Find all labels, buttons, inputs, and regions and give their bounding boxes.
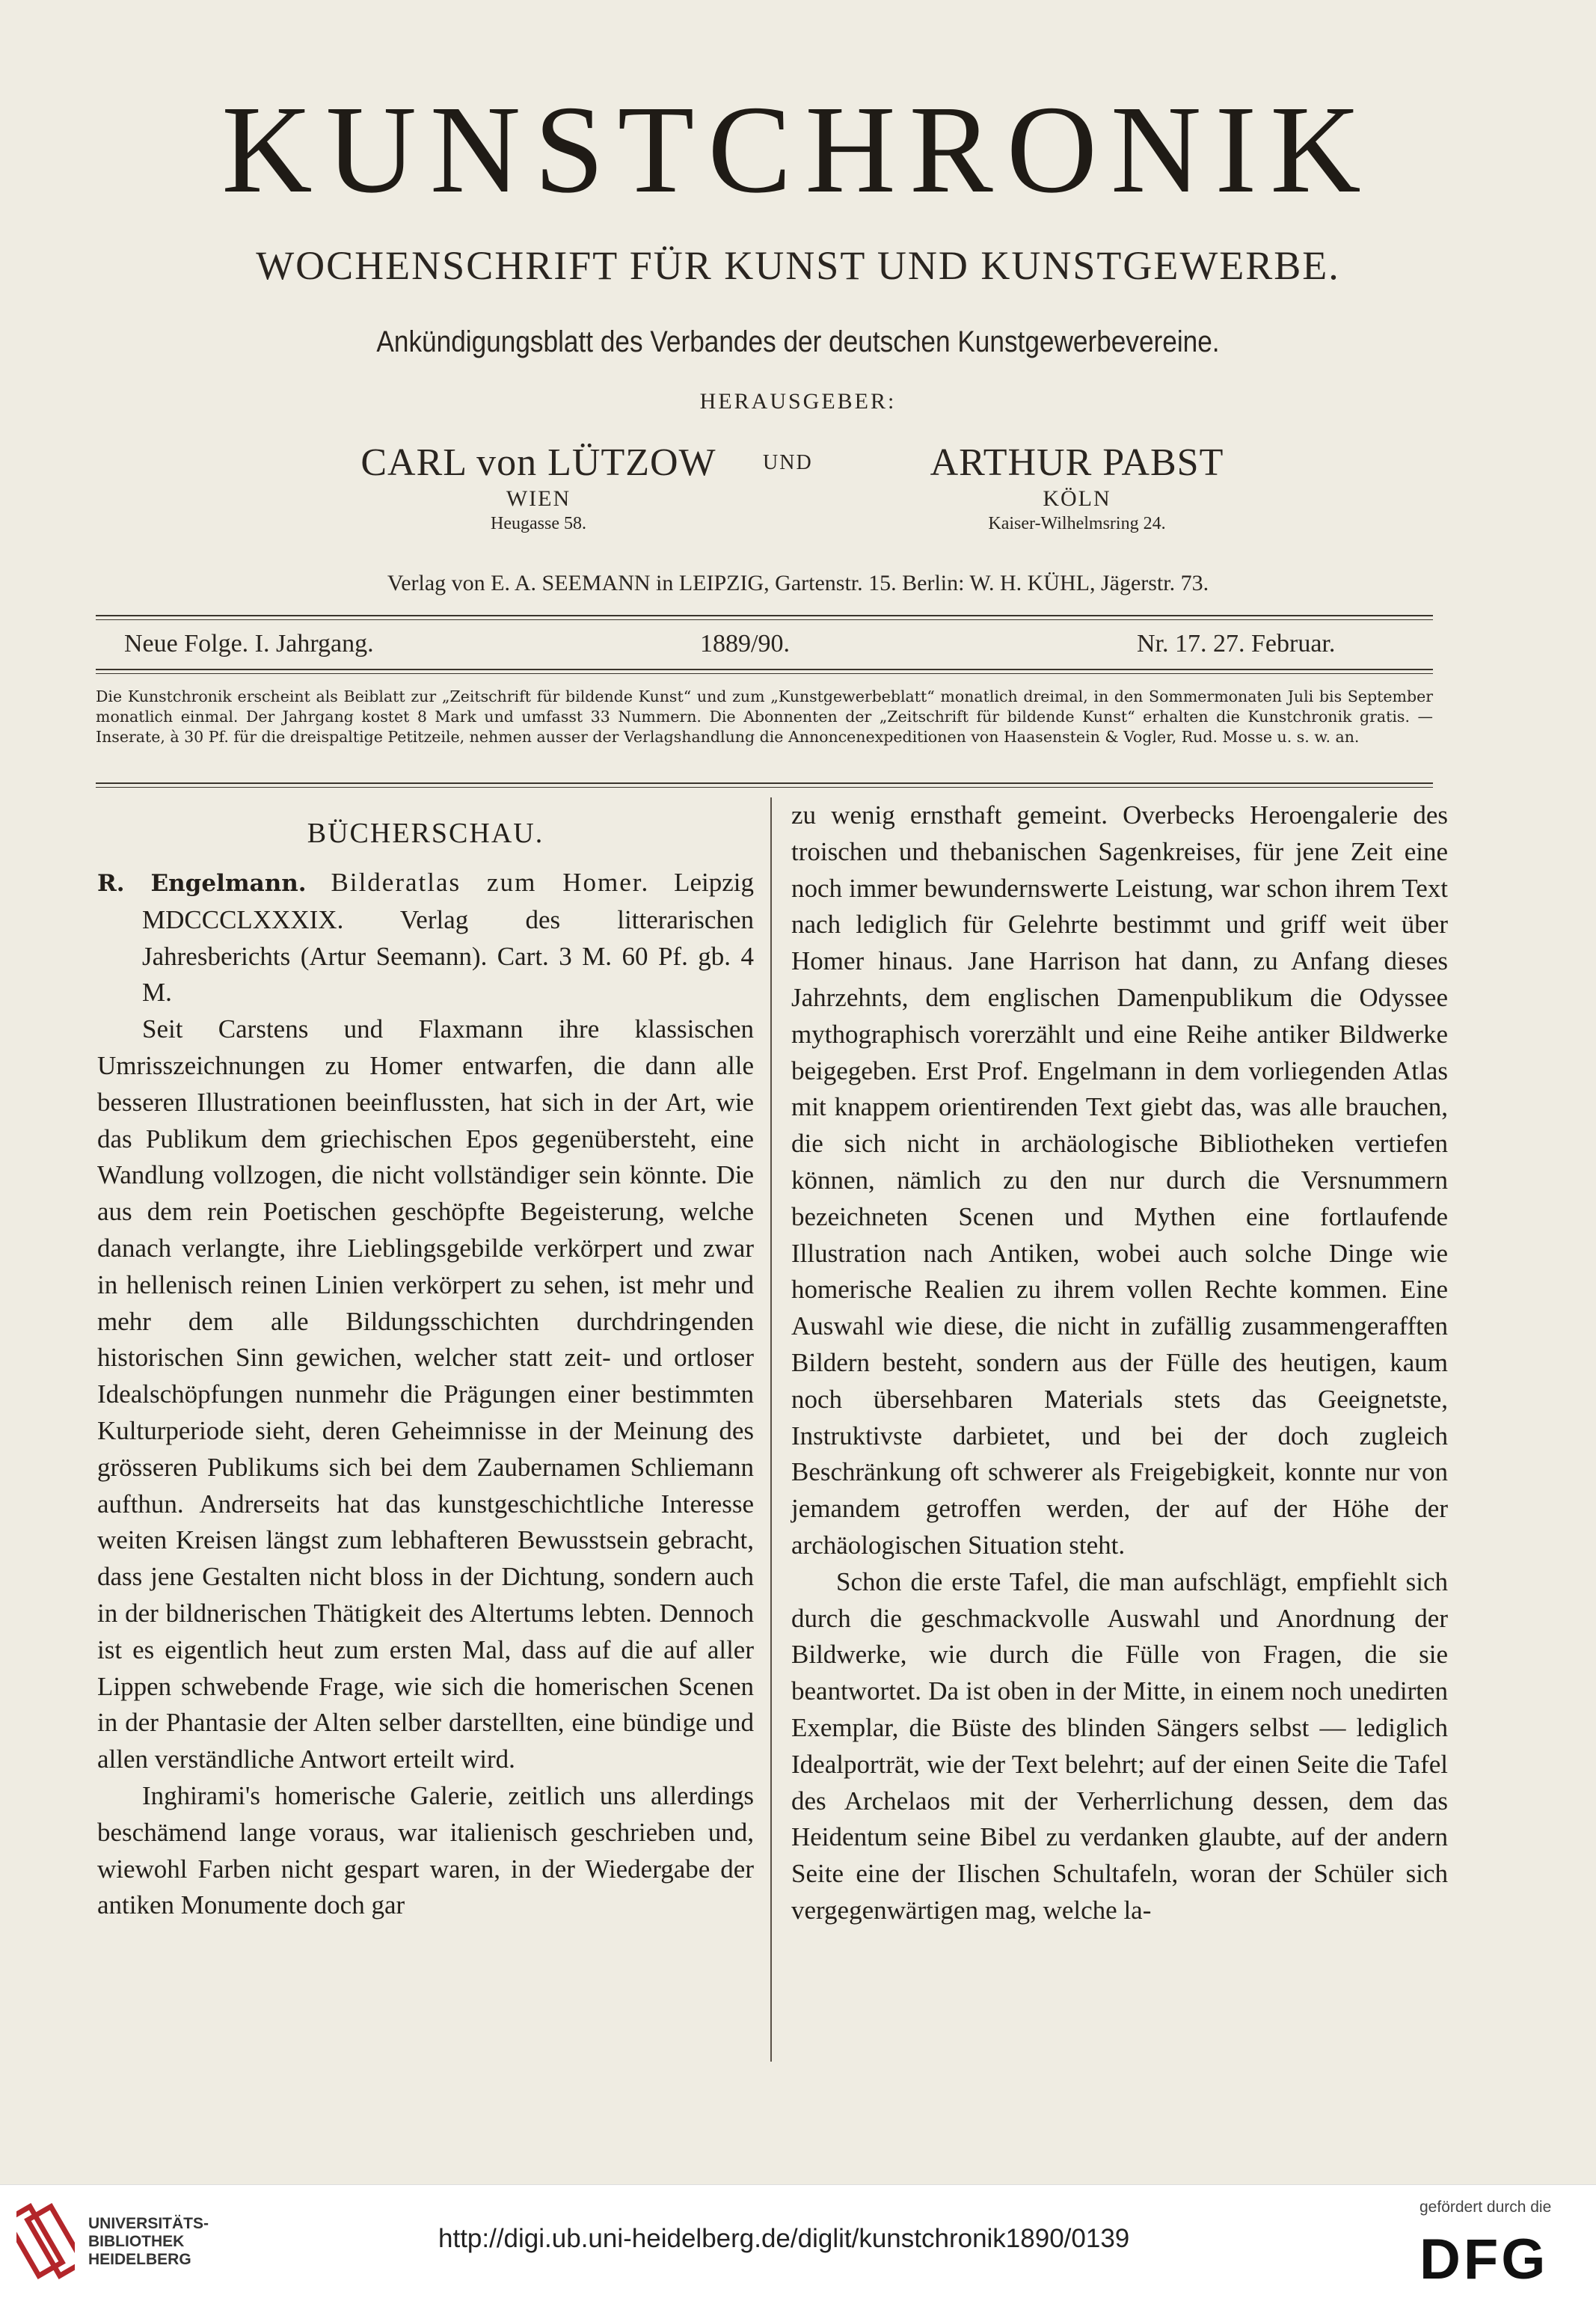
- rule-bottom-thin: [96, 787, 1433, 788]
- publisher-line: Verlag von E. A. SEEMANN in LEIPZIG, Gartenstr. 15. Berlin: W. H. KÜHL, Jägerstr. 73.: [387, 571, 1209, 595]
- bib-author: R. Engelmann.: [97, 870, 307, 897]
- announcement-line: Ankündigungsblatt des Verbandes der deutschen Kunstgewerbevereine.: [376, 325, 1220, 358]
- issue-year: 1889/90.: [700, 630, 790, 658]
- issue-number: Nr. 17. 27. Februar.: [1137, 630, 1336, 658]
- paragraph: Schon die erste Tafel, die man aufschlägt, empfiehlt sich durch die geschmackvolle Auswahl und Anordnung der Bildwerke, wie durch die Fülle von Fragen, die sie beantwortet. Da ist oben in der Mitte, in einem noch unedirten Exemplar, die Büste des blinden Sängers selbst — lediglich Idealporträt, wie der Text belehrt; auf der einen Seite die Tafel des Archelaos mit der Verherrlichung dessen, dem das Heidentum seine Bibel zu verdanken glaubte, auf der andern Seite eine der Ilischen Schultafeln, woran der Schüler sich vergegenwärtigen mag, welche la-: [791, 1566, 1448, 1925]
- journal-title: KUNSTCHRONIK: [221, 80, 1375, 219]
- editor-left: [329, 440, 748, 536]
- viewer-footer: [0, 2184, 1596, 2298]
- paragraph: zu wenig ernsthaft gemeint. Overbecks Heroengalerie des troischen und thebanischen Sagenkreises, für jene Zeit eine noch immer bewundernswerte Leistung, war schon ihrem Text nach lediglich für Gelehrte bestimmt und griff weit über Homer hinaus. Jane Harrison hat dann, zu Anfang dieses Jahrzehnts, dem englischen Damenpublikum die Odyssee mythographisch vorerzählt und eine Reihe antiker Bildwerke beigegeben. Erst Prof. Engelmann in dem vorliegenden Atlas mit knappem orientirenden Text giebt das, was alle brauchen, die sich nicht in archäologische Bibliotheken vertiefen können, nämlich zu den nur durch die Versnummern bezeichneten Scenen und Mythen eine fortlaufende Illustration nach Antiken, wobei auch solche Dinge wie homerische Realien zu ihrem vollen Rechte kommen. Eine Auswahl wie diese, die nicht in zufällig zusammengerafften Bildern besteht, sondern aus der Fülle des heutigen, kaum noch übersehbaren Materials stets das Geeignetste, Instruktivste darbietet, und bei der doch zugleich Beschränkung oft schwerer als Freigebigkeit, konnte nur von jemandem getroffen werden, der auf der Höhe der archäologischen Situation steht.: [791, 800, 1448, 1560]
- rule-bottom: [96, 782, 1433, 784]
- permalink-url[interactable]: http://digi.ub.uni-heidelberg.de/diglit/kunstchronik1890/0139: [438, 2224, 1130, 2253]
- bib-details: Leipzig MDCCCLXXXIX. Verlag des litterarischen Jahresberichts (Artur Seemann). Cart. 3 M. 60 Pf. gb. 4 M.: [142, 868, 755, 1008]
- issue-series: Neue Folge. I. Jahrgang.: [124, 630, 374, 658]
- bib-title: Bilderatlas zum Homer.: [331, 868, 650, 897]
- editor-left-city: WIEN: [506, 486, 571, 511]
- column-divider: [770, 797, 772, 2062]
- rule-mid: [96, 669, 1433, 670]
- publisher-label: HERAUSGEBER:: [699, 389, 897, 414]
- section-heading: BÜCHERSCHAU.: [307, 818, 544, 849]
- rule-mid-thin: [96, 673, 1433, 674]
- library-name-line: BIBLIOTHEK: [88, 2233, 185, 2250]
- editor-right: [853, 440, 1301, 536]
- library-name-line: HEIDELBERG: [88, 2251, 191, 2268]
- rule-top-thin: [96, 619, 1433, 620]
- paragraph: Seit Carstens und Flaxmann ihre klassischen Umrisszeichnungen zu Homer entwarfen, die dann alle besseren Illustrationen beeinflussten, hat sich in der Art, wie das Publikum dem griechischen Epos gegenübersteht, eine Wandlung vollzogen, die nicht vollständiger sein könnte. Die aus dem rein Poetischen geschöpfte Begeisterung, welche danach verlangte, ihre Lieblingsgebilde verkörpert und zwar in hellenisch reinen Linien verkörpert zu sehen, ist mehr und mehr dem alle Bildungsschichten durchdringenden historischen Sinn gewichen, welcher statt zeit- und ortloser Idealschöpfungen nunmehr die Prägungen einer bestimmten Kulturperiode sieht, deren Geheimnisse in der Meinung des grösseren Publikums sich bei dem Zaubernamen Schliemann aufthun. Andrerseits hat das kunstgeschichtliche Interesse weiten Kreisen längst zum lebhafteren Bewusstsein gebracht, dass jene Gestalten nicht bloss in der Dichtung, sondern auch in der bildnerischen Thätigkeit des Altertums lebten. Dennoch ist es eigentlich heut zum ersten Mal, dass auf die auf aller Lippen schwebende Frage, wie sich die homerischen Scenen in der Phantasie der Alten selber darstellten, eine bündige und allen verständliche Antwort erteilt wird.: [97, 1014, 754, 1774]
- rule-top: [96, 615, 1433, 616]
- library-name: [88, 2215, 209, 2269]
- column-left: [97, 797, 754, 1924]
- editor-right-address: Kaiser-Wilhelmsring 24.: [988, 514, 1166, 533]
- journal-subtitle: WOCHENSCHRIFT FÜR KUNST UND KUNSTGEWERBE.: [256, 243, 1340, 288]
- library-name-line: UNIVERSITÄTS-: [88, 2215, 209, 2232]
- subscription-notice: Die Kunstchronik erscheint als Beiblatt zur „Zeitschrift für bildende Kunst“ und zum „Kunstgewerbeblatt“ monatlich dreimal, in den Sommermonaten Juli bis September monatlich einmal. Der Jahrgang kostet 8 Mark und umfasst 33 Nummern. Die Abonnenten der „Zeitschrift für bildende Kunst“ erhalten die Kunstchronik gratis. — Inserate, à 30 Pf. für die dreispaltige Petitzeile, nehmen ausser der Verlagshandlung die Annoncenexpeditionen von Haasenstein & Vogler, Rud. Mosse u. s. w. an.: [96, 687, 1433, 746]
- conjunction: UND: [763, 451, 813, 474]
- editor-right-name: ARTHUR PABST: [930, 441, 1224, 484]
- dfg-logo[interactable]: DFG: [1419, 2228, 1549, 2291]
- paragraph: Inghirami's homerische Galerie, zeitlich uns allerdings beschämend lange voraus, war italienisch geschrieben und, wiewohl Farben nicht gespart waren, in der Wiedergabe der antiken Monumente doch gar: [97, 1780, 754, 1920]
- column-right: [791, 797, 1448, 1929]
- editor-left-address: Heugasse 58.: [491, 514, 586, 533]
- sponsor-label: gefördert durch die: [1419, 2199, 1552, 2216]
- bibliographic-entry: [97, 865, 754, 1011]
- editor-right-city: KÖLN: [1043, 486, 1111, 511]
- editor-left-name: CARL von LÜTZOW: [360, 441, 716, 484]
- university-library-logo-icon[interactable]: [16, 2202, 75, 2282]
